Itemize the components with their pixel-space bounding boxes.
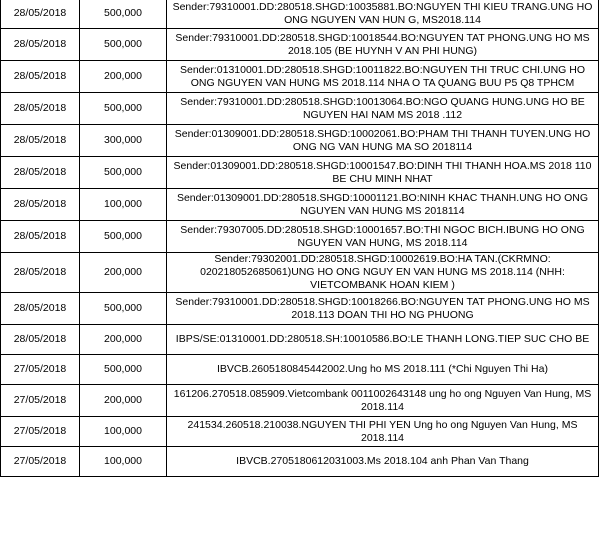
amount-cell: 500,000: [80, 355, 167, 385]
description-cell: 241534.260518.210038.NGUYEN THI PHI YEN Ung ho ong Nguyen Van Hung, MS 2018.114: [167, 417, 599, 447]
date-cell: 28/05/2018: [1, 61, 80, 93]
table-row: [1, 0, 599, 29]
description-cell: Sender:79310001.DD:280518.SHGD:10035881.BO:NGUYEN THI KIEU TRANG.UNG HO ONG NGUYEN VAN HUN G, MS2018.114: [167, 0, 599, 29]
table-row: [1, 253, 599, 293]
table-row: [1, 29, 599, 61]
table-row: [1, 189, 599, 221]
table-row: [1, 385, 599, 417]
description-cell: Sender:01309001.DD:280518.SHGD:10001547.BO:DINH THI THANH HOA.MS 2018 110 BE CHU MINH NHAT: [167, 157, 599, 189]
table-row: [1, 61, 599, 93]
table-row: [1, 221, 599, 253]
amount-cell: 100,000: [80, 189, 167, 221]
description-cell: Sender:79307005.DD:280518.SHGD:10001657.BO:THI NGOC BICH.IBUNG HO ONG NGUYEN VAN HUNG, MS 2018.114: [167, 221, 599, 253]
date-cell: 28/05/2018: [1, 157, 80, 189]
amount-cell: 500,000: [80, 0, 167, 29]
amount-cell: 200,000: [80, 253, 167, 293]
amount-cell: 500,000: [80, 29, 167, 61]
amount-cell: 500,000: [80, 93, 167, 125]
date-cell: 28/05/2018: [1, 293, 80, 325]
table-row: [1, 355, 599, 385]
date-cell: 28/05/2018: [1, 93, 80, 125]
description-cell: Sender:01309001.DD:280518.SHGD:10002061.BO:PHAM THI THANH TUYEN.UNG HO ONG NG VAN HUNG MA SO 2018114: [167, 125, 599, 157]
date-cell: 28/05/2018: [1, 189, 80, 221]
date-cell: 27/05/2018: [1, 447, 80, 477]
table-row: [1, 93, 599, 125]
description-cell: Sender:79310001.DD:280518.SHGD:10018266.BO:NGUYEN TAT PHONG.UNG HO MS 2018.113 DOAN THI HO NG PHUONG: [167, 293, 599, 325]
table-row: [1, 447, 599, 477]
description-cell: Sender:01309001.DD:280518.SHGD:10001121.BO:NINH KHAC THANH.UNG HO ONG NGUYEN VAN HUNG MS 2018114: [167, 189, 599, 221]
date-cell: 28/05/2018: [1, 325, 80, 355]
description-cell: Sender:79302001.DD:280518.SHGD:10002619.BO:HA TAN.(CKRMNO: 020218052685061)UNG HO ONG NGUY EN VAN HUNG MS 2018.114 (NHH: VIETCOMBANK HOAN KIEM ): [167, 253, 599, 293]
date-cell: 27/05/2018: [1, 385, 80, 417]
date-cell: 27/05/2018: [1, 355, 80, 385]
table-row: [1, 125, 599, 157]
description-cell: IBPS/SE:01310001.DD:280518.SH:10010586.BO:LE THANH LONG.TIEP SUC CHO BE: [167, 325, 599, 355]
amount-cell: 100,000: [80, 417, 167, 447]
table-row: [1, 417, 599, 447]
description-cell: Sender:01310001.DD:280518.SHGD:10011822.BO:NGUYEN THI TRUC CHI.UNG HO ONG NGUYEN VAN HUNG MS 2018.114 NHA O TA QUANG BUU P5 Q8 TPHCM: [167, 61, 599, 93]
date-cell: 28/05/2018: [1, 253, 80, 293]
description-cell: IBVCB.2705180612031003.Ms 2018.104 anh Phan Van Thang: [167, 447, 599, 477]
amount-cell: 500,000: [80, 221, 167, 253]
date-cell: 28/05/2018: [1, 221, 80, 253]
amount-cell: 200,000: [80, 61, 167, 93]
description-cell: Sender:79310001.DD:280518.SHGD:10018544.BO:NGUYEN TAT PHONG.UNG HO MS 2018.105 (BE HUYNH V AN PHI HUNG): [167, 29, 599, 61]
date-cell: 28/05/2018: [1, 125, 80, 157]
table-row: [1, 325, 599, 355]
date-cell: 28/05/2018: [1, 0, 80, 29]
date-cell: 28/05/2018: [1, 29, 80, 61]
description-cell: Sender:79310001.DD:280518.SHGD:10013064.BO:NGO QUANG HUNG.UNG HO BE NGUYEN HAI NAM MS 2018 .112: [167, 93, 599, 125]
table-row: [1, 157, 599, 189]
amount-cell: 300,000: [80, 125, 167, 157]
amount-cell: 500,000: [80, 293, 167, 325]
description-cell: IBVCB.2605180845442002.Ung ho MS 2018.111 (*Chi Nguyen Thi Ha): [167, 355, 599, 385]
amount-cell: 100,000: [80, 447, 167, 477]
amount-cell: 200,000: [80, 325, 167, 355]
description-cell: 161206.270518.085909.Vietcombank 0011002643148 ung ho ong Nguyen Van Hung, MS 2018.114: [167, 385, 599, 417]
amount-cell: 200,000: [80, 385, 167, 417]
table-row: [1, 293, 599, 325]
amount-cell: 500,000: [80, 157, 167, 189]
date-cell: 27/05/2018: [1, 417, 80, 447]
